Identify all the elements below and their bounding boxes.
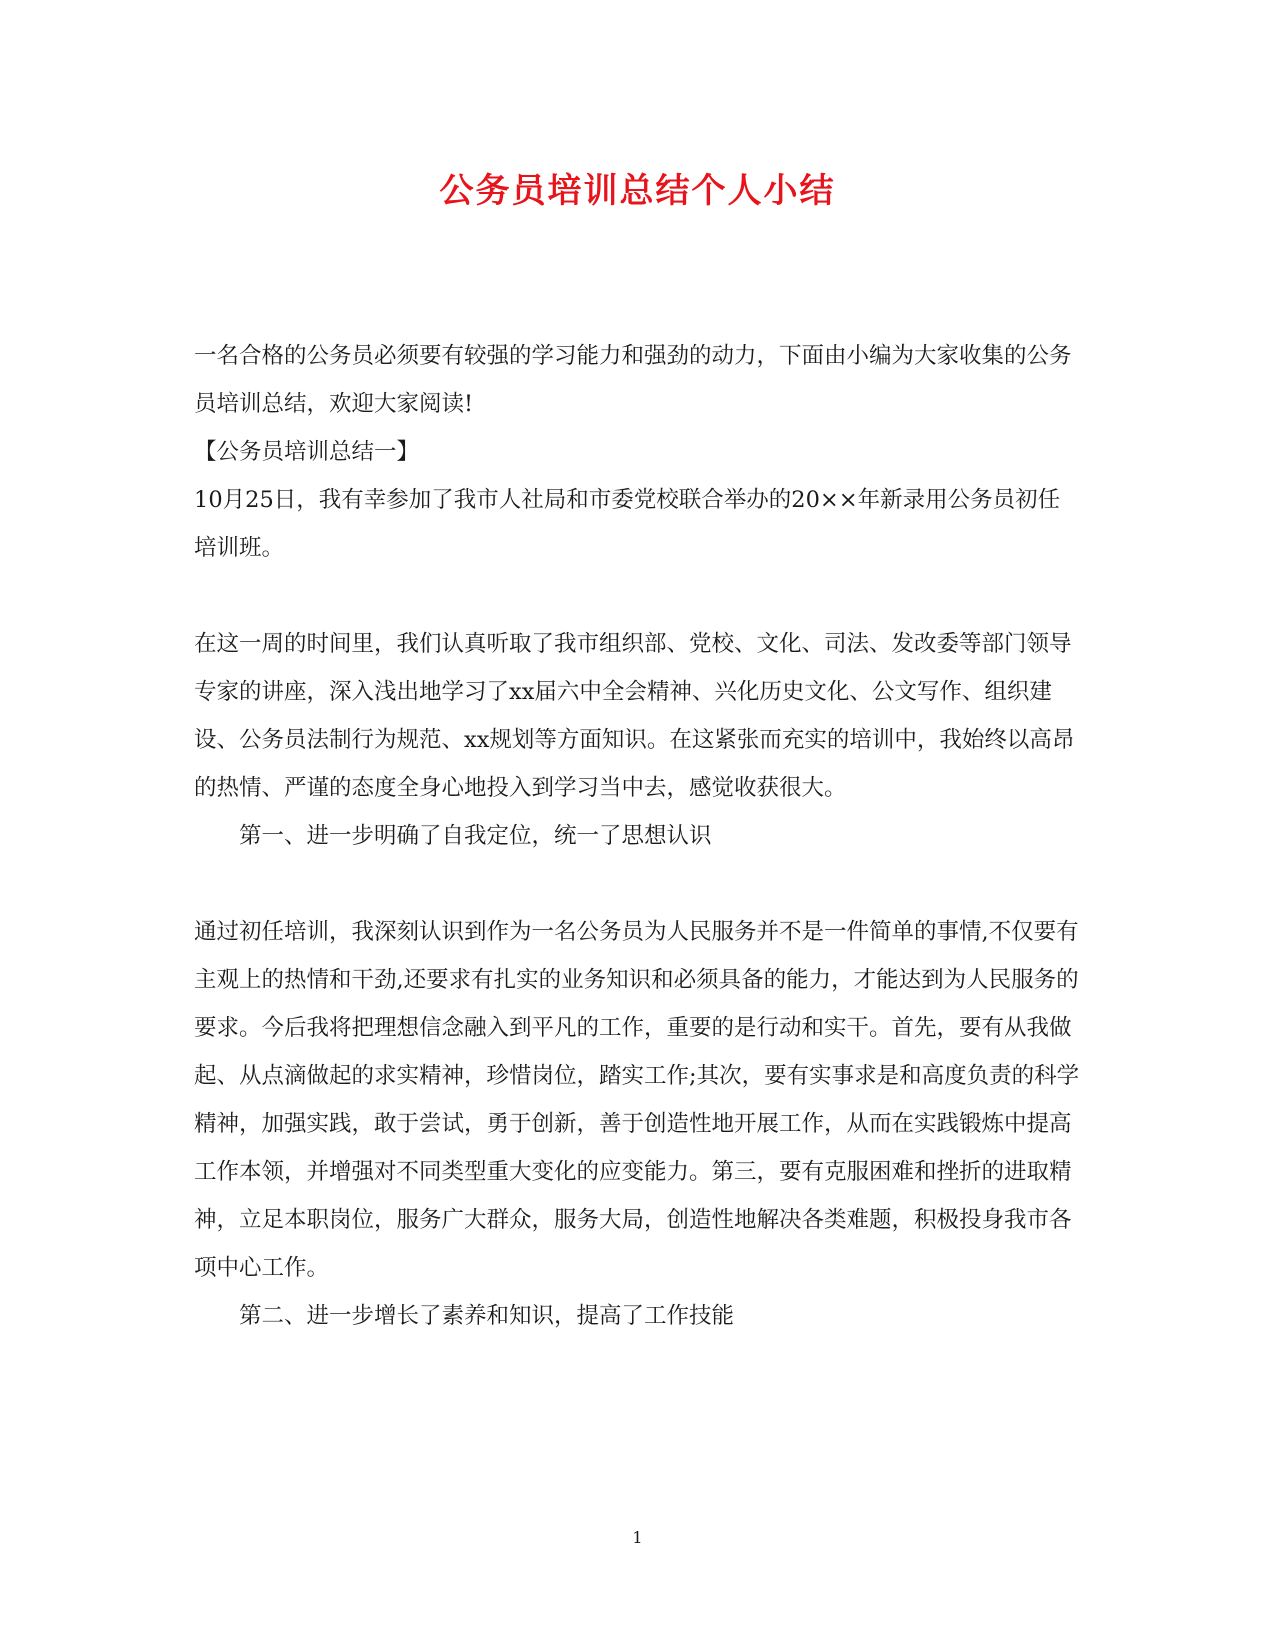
section-heading: 【公务员培训总结一】 <box>194 439 420 465</box>
document-title: 公务员培训总结个人小结 <box>439 171 836 211</box>
body-paragraph: 通过初任培训，我深刻认识到作为一名公务员为人民服务并不是一件简单的事情,不仅要有主观上的热情和干劲,还要求有扎实的业务知识和必须具备的能力，才能达到为人民服务的要求。今后我将把理想信念融入到平凡的工作，重要的是行动和实干。首先，要有从我做起、从点滴做起的求实精神，珍惜岗位，踏实工作;其次，要有实事求是和高度负责的科学精神，加强实践，敢于尝试，勇于创新，善于创造性地开展工作，从而在实践锻炼中提高工作本领，并增强对不同类型重大变化的应变能力。第三，要有克服困难和挫折的进取精神，立足本职岗位，服务广大群众，服务大局，创造性地解决各类难题，积极投身我市各项中心工作。 <box>194 919 1080 1281</box>
subsection-heading: 第二、进一步增长了素养和知识，提高了工作技能 <box>239 1303 735 1329</box>
body-paragraph: 10月25日，我有幸参加了我市人社局和市委党校联合举办的20××年新录用公务员初任培训班。 <box>194 487 1061 561</box>
intro-paragraph: 一名合格的公务员必须要有较强的学习能力和强劲的动力，下面由小编为大家收集的公务员培训总结，欢迎大家阅读! <box>194 343 1072 417</box>
paragraph-spacer <box>194 572 1082 620</box>
body-paragraph: 在这一周的时间里，我们认真听取了我市组织部、党校、文化、司法、发改委等部门领导专家的讲座，深入浅出地学习了xx届六中全会精神、兴化历史文化、公文写作、组织建设、公务员法制行为规范、xx规划等方面知识。在这紧张而充实的培训中，我始终以高昂的热情、严谨的态度全身心地投入到学习当中去，感觉收获很大。 <box>194 631 1075 801</box>
paragraph-spacer <box>194 860 1082 908</box>
document-body <box>194 332 1082 1340</box>
subsection-heading: 第一、进一步明确了自我定位，统一了思想认识 <box>239 823 712 849</box>
page-number: 1 <box>632 1528 643 1547</box>
